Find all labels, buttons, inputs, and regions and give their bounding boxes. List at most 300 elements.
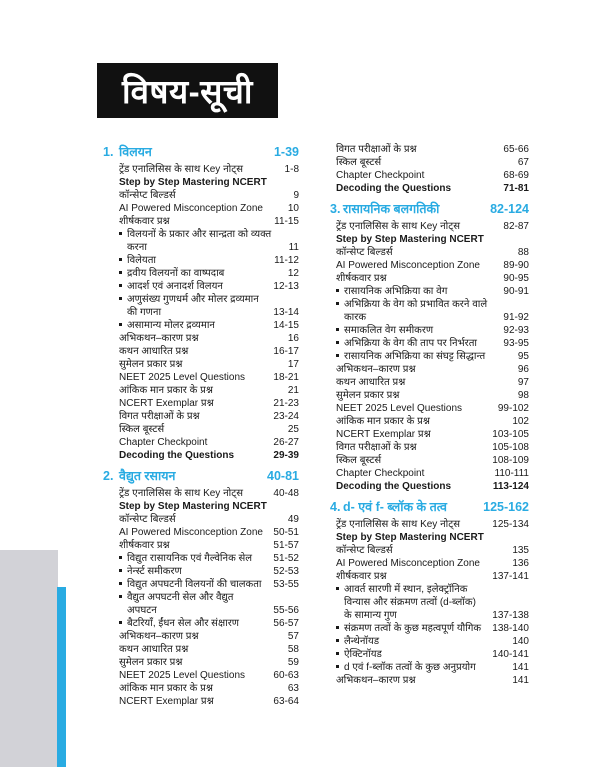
toc-item: [330, 169, 529, 182]
toc-item-text: नेर्न्स्ट समीकरण: [127, 566, 182, 577]
chapter-pages: 125-162: [483, 500, 529, 514]
toc-item: [103, 617, 299, 630]
toc-item: [103, 293, 299, 319]
toc-item-label: [119, 293, 273, 319]
toc-item-label: [119, 202, 288, 215]
toc-section: [330, 500, 529, 687]
page-title: विषय-सूची: [122, 73, 253, 110]
toc-item: [103, 578, 299, 591]
bullet-icon: [336, 285, 344, 292]
toc-item-text: रासायनिक अभिक्रिया का संघट्ट सिद्धान्त: [344, 351, 486, 362]
toc-item: [103, 449, 299, 462]
toc-item-label: [119, 267, 288, 280]
toc-item-text: Step by Step Mastering NCERT: [336, 234, 484, 245]
toc-item-pages: 92-93: [503, 325, 529, 336]
toc-item-text: AI Powered Misconception Zone: [119, 203, 263, 214]
toc-item-pages: 71-81: [503, 183, 529, 194]
toc-item-text: विद्युत रासायनिक एवं गैल्वेनिक सेल: [127, 553, 253, 564]
toc-item-pages: 17: [287, 359, 299, 370]
chapter-title: वैद्युत रसायन: [119, 469, 176, 483]
toc-item-pages: 103-105: [492, 429, 529, 440]
toc-item: [103, 371, 299, 384]
toc-item-label: [336, 518, 492, 531]
toc-item-pages: 51-57: [273, 540, 299, 551]
toc-item-text: AI Powered Misconception Zone: [119, 527, 263, 538]
toc-item-label: [336, 246, 518, 259]
toc-item-label: [119, 358, 288, 371]
toc-item: [330, 518, 529, 531]
toc-item: [103, 410, 299, 423]
toc-item-label: [336, 363, 518, 376]
bullet-icon: [336, 635, 344, 642]
toc-item: [103, 669, 299, 682]
toc-item-pages: 141: [512, 662, 529, 673]
toc-item-pages: 91-92: [503, 312, 529, 323]
toc-item-pages: 60-63: [273, 670, 299, 681]
bullet-icon: [336, 324, 344, 331]
toc-item-text: Chapter Checkpoint: [336, 468, 425, 479]
toc-item-pages: 113-124: [492, 481, 529, 492]
toc-item-pages: 63: [287, 683, 299, 694]
toc-item-label: [336, 467, 495, 480]
toc-item-pages: 82-87: [503, 221, 529, 232]
toc-item-text: आदर्श एवं अनादर्श विलयन: [127, 281, 223, 292]
toc-item-label: [336, 635, 512, 648]
toc-section: [330, 202, 529, 493]
toc-item: [103, 539, 299, 552]
toc-item-pages: 59: [287, 657, 299, 668]
toc-item-pages: 125-134: [492, 519, 529, 530]
chapter-pages: 82-124: [490, 202, 529, 216]
toc-item-text: Step by Step Mastering NCERT: [119, 177, 267, 188]
toc-item-label: [119, 500, 299, 513]
bullet-icon: [119, 578, 127, 585]
toc-item-pages: 90-95: [503, 273, 529, 284]
toc-item-pages: 110-111: [494, 468, 529, 479]
toc-item-label: [119, 591, 273, 617]
toc-item: [103, 358, 299, 371]
toc-item-label: [119, 630, 288, 643]
chapter-heading: [103, 145, 299, 159]
toc-item-label: [336, 441, 492, 454]
toc-item-text: कथन आधारित प्रश्न: [336, 377, 406, 388]
toc-item-label: [119, 319, 273, 332]
toc-item-pages: 58: [287, 644, 299, 655]
chapter-tab-bar: [57, 587, 66, 767]
bullet-icon: [336, 622, 344, 629]
toc-item-pages: 11-12: [274, 255, 299, 266]
toc-item-text: कॉन्सेप्ट बिल्डर्स: [336, 247, 393, 258]
toc-item: [103, 500, 299, 513]
toc-item-text: शीर्षकवार प्रश्न: [336, 571, 387, 582]
toc-item: [330, 220, 529, 233]
chapter-heading: [103, 469, 299, 483]
toc-item-text: शीर्षकवार प्रश्न: [119, 216, 170, 227]
toc-item-label: [119, 345, 273, 358]
toc-item: [330, 389, 529, 402]
toc-item-text: विगत परीक्षाओं के प्रश्न: [336, 442, 417, 453]
toc-item-pages: 138-140: [492, 623, 529, 634]
toc-item-text: सुमेलन प्रकार प्रश्न: [119, 359, 183, 370]
toc-item-label: [119, 526, 273, 539]
toc-item-pages: 65-66: [503, 144, 529, 155]
toc-item-text: Step by Step Mastering NCERT: [119, 501, 267, 512]
toc-item: [330, 143, 529, 156]
toc-item-text: अभिकथन–कारण प्रश्न: [336, 364, 416, 375]
toc-item-pages: 67: [517, 157, 529, 168]
toc-item-text: कथन आधारित प्रश्न: [119, 644, 189, 655]
toc-item-text: सुमेलन प्रकार प्रश्न: [336, 390, 400, 401]
bullet-icon: [119, 617, 127, 624]
toc-item-label: [119, 513, 288, 526]
toc-item-pages: 99-102: [497, 403, 529, 414]
toc-item-text: स्किल बूस्टर्स: [336, 455, 382, 466]
bullet-icon: [119, 254, 127, 261]
toc-item: [103, 215, 299, 228]
toc-column-right: [330, 143, 529, 687]
toc-item-label: [336, 259, 503, 272]
toc-item: [103, 228, 299, 254]
toc-item-text: विद्युत अपघटनी विलयनों की चालकता: [127, 579, 262, 590]
toc-item: [103, 423, 299, 436]
toc-item-pages: 11: [288, 242, 299, 253]
toc-item-label: [336, 169, 503, 182]
toc-item-text: शीर्षकवार प्रश्न: [119, 540, 170, 551]
toc-item-text: कथन आधारित प्रश्न: [119, 346, 189, 357]
toc-item-text: d एवं f-ब्लॉक तत्वों के कुछ अनुप्रयोग: [344, 662, 476, 673]
toc-item: [103, 189, 299, 202]
toc-item: [103, 552, 299, 565]
bullet-icon: [336, 661, 344, 668]
toc-item-pages: 14-15: [273, 320, 299, 331]
toc-item: [103, 565, 299, 578]
toc-item-label: [336, 531, 529, 544]
toc-item-label: [336, 285, 503, 298]
toc-item-label: [119, 423, 288, 436]
toc-item-label: [336, 674, 512, 687]
toc-item-label: [119, 384, 288, 397]
toc-item: [330, 156, 529, 169]
toc-item-pages: 90-91: [503, 286, 529, 297]
toc-item-label: [336, 402, 498, 415]
toc-item: [330, 272, 529, 285]
toc-item-text: लैन्थेनॉयड: [344, 636, 380, 647]
toc-item-label: [336, 182, 503, 195]
toc-item-pages: 136: [512, 558, 529, 569]
toc-item-label: [119, 228, 289, 254]
toc-item-text: ट्रेंड एनालिसिस के साथ Key नोट्स: [336, 519, 461, 530]
toc-item-label: [336, 389, 518, 402]
toc-item-text: NEET 2025 Level Questions: [119, 670, 246, 681]
bullet-icon: [119, 293, 127, 300]
toc-item: [330, 622, 529, 635]
toc-section: [330, 143, 529, 195]
toc-item-text: ऐक्टिनॉयड: [344, 649, 382, 660]
toc-item: [103, 254, 299, 267]
bullet-icon: [336, 583, 344, 590]
toc-item-pages: 18-21: [273, 372, 299, 383]
toc-item-text: द्रवीय विलयनों का वाष्पदाब: [127, 268, 225, 279]
toc-item: [103, 591, 299, 617]
toc-item-text: रासायनिक अभिक्रिया का वेग: [344, 286, 448, 297]
bullet-icon: [336, 298, 344, 305]
toc-item-pages: 93-95: [503, 338, 529, 349]
toc-item: [103, 384, 299, 397]
toc-item-label: [336, 583, 492, 622]
chapter-title: रासायनिक बलगतिकी: [343, 202, 440, 216]
toc-item-text: शीर्षकवार प्रश्न: [336, 273, 387, 284]
toc-item-text: Decoding the Questions: [336, 183, 452, 194]
toc-item-text: Decoding the Questions: [119, 450, 235, 461]
toc-item-pages: 137-141: [492, 571, 529, 582]
toc-item-pages: 50-51: [273, 527, 299, 538]
toc-item-text: आंकिक मान प्रकार के प्रश्न: [119, 683, 213, 694]
toc-item-label: [119, 332, 288, 345]
toc-item: [103, 163, 299, 176]
toc-item-pages: 12: [287, 268, 299, 279]
toc-item: [330, 557, 529, 570]
toc-item: [330, 350, 529, 363]
toc-item-pages: 140: [512, 636, 529, 647]
toc-item: [330, 467, 529, 480]
chapter-number: 1.: [103, 145, 114, 159]
toc-item-label: [119, 695, 273, 708]
toc-item: [330, 363, 529, 376]
toc-item-pages: 141: [512, 675, 529, 686]
toc-item-pages: 49: [287, 514, 299, 525]
toc-item-text: कॉन्सेप्ट बिल्डर्स: [336, 545, 393, 556]
toc-item-pages: 95: [517, 351, 529, 362]
bullet-icon: [119, 228, 127, 235]
toc-item-pages: 137-138: [492, 610, 529, 621]
toc-item-label: [119, 436, 273, 449]
toc-item-text: कॉन्सेप्ट बिल्डर्स: [119, 190, 176, 201]
toc-header: [97, 63, 278, 118]
toc-item-label: [336, 233, 529, 246]
toc-item-pages: 89-90: [503, 260, 529, 271]
chapter-pages: 40-81: [267, 469, 299, 483]
toc-item: [103, 202, 299, 215]
bullet-icon: [336, 350, 344, 357]
toc-item: [103, 319, 299, 332]
toc-item: [103, 436, 299, 449]
toc-item-text: NCERT Exemplar प्रश्न: [336, 429, 431, 440]
toc-item: [330, 428, 529, 441]
toc-item-pages: 51-52: [273, 553, 299, 564]
toc-item-pages: 9: [293, 190, 299, 201]
toc-item-label: [119, 643, 288, 656]
toc-item: [330, 674, 529, 687]
toc-item-text: Chapter Checkpoint: [119, 437, 208, 448]
bullet-icon: [119, 280, 127, 287]
toc-item-label: [119, 215, 274, 228]
toc-item: [103, 280, 299, 293]
chapter-heading: [330, 500, 529, 514]
toc-item-pages: 108-109: [492, 455, 529, 466]
toc-item: [103, 682, 299, 695]
toc-item-pages: 53-55: [273, 579, 299, 590]
toc-item-label: [119, 669, 273, 682]
toc-item-label: [119, 254, 274, 267]
toc-item-pages: 16: [287, 333, 299, 344]
toc-item: [330, 337, 529, 350]
toc-item-pages: 55-56: [273, 605, 299, 616]
toc-item-text: Decoding the Questions: [336, 481, 452, 492]
toc-item-pages: 68-69: [503, 170, 529, 181]
toc-item: [103, 267, 299, 280]
toc-item: [103, 513, 299, 526]
toc-item: [330, 402, 529, 415]
toc-item: [330, 259, 529, 272]
toc-item: [103, 487, 299, 500]
toc-item-text: समाकलित वेग समीकरण: [344, 325, 434, 336]
toc-item-text: NCERT Exemplar प्रश्न: [119, 696, 214, 707]
chapter-title: विलयन: [119, 145, 152, 159]
toc-item-text: आवर्त सारणी में स्थान, इलेक्ट्रॉनिक विन्यास और संक्रमण तत्वों (d-ब्लॉक) के सामान्य गुण: [344, 584, 476, 621]
toc-item-label: [119, 487, 273, 500]
toc-item: [330, 324, 529, 337]
toc-item-text: अभिकथन–कारण प्रश्न: [119, 631, 199, 642]
toc-item-pages: 10: [287, 203, 299, 214]
toc-item-text: अभिक्रिया के वेग को प्रभावित करने वाले कारक: [344, 299, 488, 323]
toc-item-label: [336, 622, 492, 635]
toc-item: [330, 544, 529, 557]
toc-item-label: [336, 454, 492, 467]
toc-item-pages: 1-8: [284, 164, 299, 175]
toc-item-text: संक्रमण तत्वों के कुछ महत्वपूर्ण यौगिक: [344, 623, 482, 634]
toc-item: [330, 531, 529, 544]
toc-item: [330, 583, 529, 622]
toc-item-label: [119, 578, 273, 591]
toc-item-text: NEET 2025 Level Questions: [119, 372, 246, 383]
toc-item-label: [336, 428, 492, 441]
toc-item-label: [336, 324, 503, 337]
toc-item-pages: 135: [512, 545, 529, 556]
toc-item: [330, 233, 529, 246]
toc-section: [103, 469, 299, 708]
toc-item-label: [119, 371, 273, 384]
toc-item-text: बैटरियाँ, ईंधन सेल और संक्षारण: [127, 618, 240, 629]
toc-item-pages: 26-27: [273, 437, 299, 448]
toc-item-label: [119, 552, 273, 565]
toc-item-label: [119, 449, 273, 462]
toc-item-label: [336, 298, 503, 324]
bullet-icon: [336, 648, 344, 655]
toc-item-pages: 23-24: [273, 411, 299, 422]
toc-item-pages: 97: [517, 377, 529, 388]
toc-item-pages: 52-53: [273, 566, 299, 577]
toc-item-text: सुमेलन प्रकार प्रश्न: [119, 657, 183, 668]
toc-item-text: ट्रेंड एनालिसिस के साथ Key नोट्स: [336, 221, 461, 232]
toc-item-label: [119, 682, 288, 695]
toc-item-text: अणुसंख्य गुणधर्म और मोलर द्रव्यमान की गणना: [127, 294, 259, 318]
toc-item: [330, 441, 529, 454]
toc-item-text: AI Powered Misconception Zone: [336, 558, 480, 569]
toc-item-label: [336, 480, 493, 493]
toc-item-label: [336, 661, 512, 674]
toc-item-label: [119, 539, 273, 552]
toc-item-text: Chapter Checkpoint: [336, 170, 425, 181]
toc-item-text: अभिक्रिया के वेग की ताप पर निर्भरता: [344, 338, 478, 349]
toc-item-pages: 16-17: [273, 346, 299, 357]
toc-item-text: अभिकथन–कारण प्रश्न: [336, 675, 416, 686]
toc-item-label: [119, 617, 273, 630]
page-edge-shade: [0, 550, 58, 767]
toc-item-text: कॉन्सेप्ट बिल्डर्स: [119, 514, 176, 525]
toc-item-text: स्किल बूस्टर्स: [119, 424, 165, 435]
toc-item-label: [336, 376, 518, 389]
toc-item-label: [336, 415, 512, 428]
toc-item-label: [119, 410, 273, 423]
toc-item: [330, 635, 529, 648]
bullet-icon: [119, 565, 127, 572]
chapter-number: 4.: [330, 500, 341, 514]
toc-item-text: ट्रेंड एनालिसिस के साथ Key नोट्स: [119, 164, 244, 175]
toc-item: [330, 285, 529, 298]
toc-item-pages: 21: [287, 385, 299, 396]
toc-item: [103, 695, 299, 708]
toc-item-label: [119, 163, 285, 176]
bullet-icon: [119, 319, 127, 326]
toc-item-pages: 105-108: [492, 442, 529, 453]
toc-item-text: विलेयता: [127, 255, 157, 266]
toc-item: [330, 182, 529, 195]
bullet-icon: [119, 591, 127, 598]
chapter-heading: [330, 202, 529, 216]
toc-item-label: [336, 143, 503, 156]
toc-item-label: [336, 570, 492, 583]
toc-item-pages: 21-23: [273, 398, 299, 409]
bullet-icon: [119, 267, 127, 274]
toc-item-text: आंकिक मान प्रकार के प्रश्न: [336, 416, 430, 427]
toc-item-pages: 40-48: [273, 488, 299, 499]
toc-item-pages: 29-39: [273, 450, 299, 461]
chapter-number: 2.: [103, 469, 114, 483]
toc-item-text: आंकिक मान प्रकार के प्रश्न: [119, 385, 213, 396]
toc-item-text: असामान्य मोलर द्रव्यमान: [127, 320, 215, 331]
toc-item-text: विलयनों के प्रकार और सान्द्रता को व्यक्त करना: [127, 229, 272, 253]
chapter-pages: 1-39: [273, 145, 299, 159]
toc-item: [103, 397, 299, 410]
toc-item-label: [119, 280, 273, 293]
toc-item-label: [336, 156, 518, 169]
toc-item-label: [119, 397, 273, 410]
toc-item-pages: 140-141: [492, 649, 529, 660]
toc-item-label: [119, 565, 273, 578]
toc-item-text: स्किल बूस्टर्स: [336, 157, 382, 168]
chapter-title: d- एवं f- ब्लॉक के तत्व: [343, 500, 447, 514]
toc-item-text: अभिकथन–कारण प्रश्न: [119, 333, 199, 344]
bullet-icon: [119, 552, 127, 559]
toc-item-label: [336, 272, 503, 285]
toc-item-text: NCERT Exemplar प्रश्न: [119, 398, 214, 409]
toc-item: [330, 415, 529, 428]
toc-item-label: [119, 189, 293, 202]
toc-item-label: [336, 544, 512, 557]
toc-item: [330, 480, 529, 493]
toc-item-pages: 96: [517, 364, 529, 375]
toc-item-pages: 25: [287, 424, 299, 435]
toc-item-pages: 57: [287, 631, 299, 642]
toc-item: [330, 246, 529, 259]
toc-item: [103, 345, 299, 358]
chapter-number: 3.: [330, 202, 341, 216]
toc-item-pages: 88: [517, 247, 529, 258]
toc-column-left: [103, 143, 299, 708]
bullet-icon: [336, 337, 344, 344]
toc-item: [103, 656, 299, 669]
toc-item-text: AI Powered Misconception Zone: [336, 260, 480, 271]
